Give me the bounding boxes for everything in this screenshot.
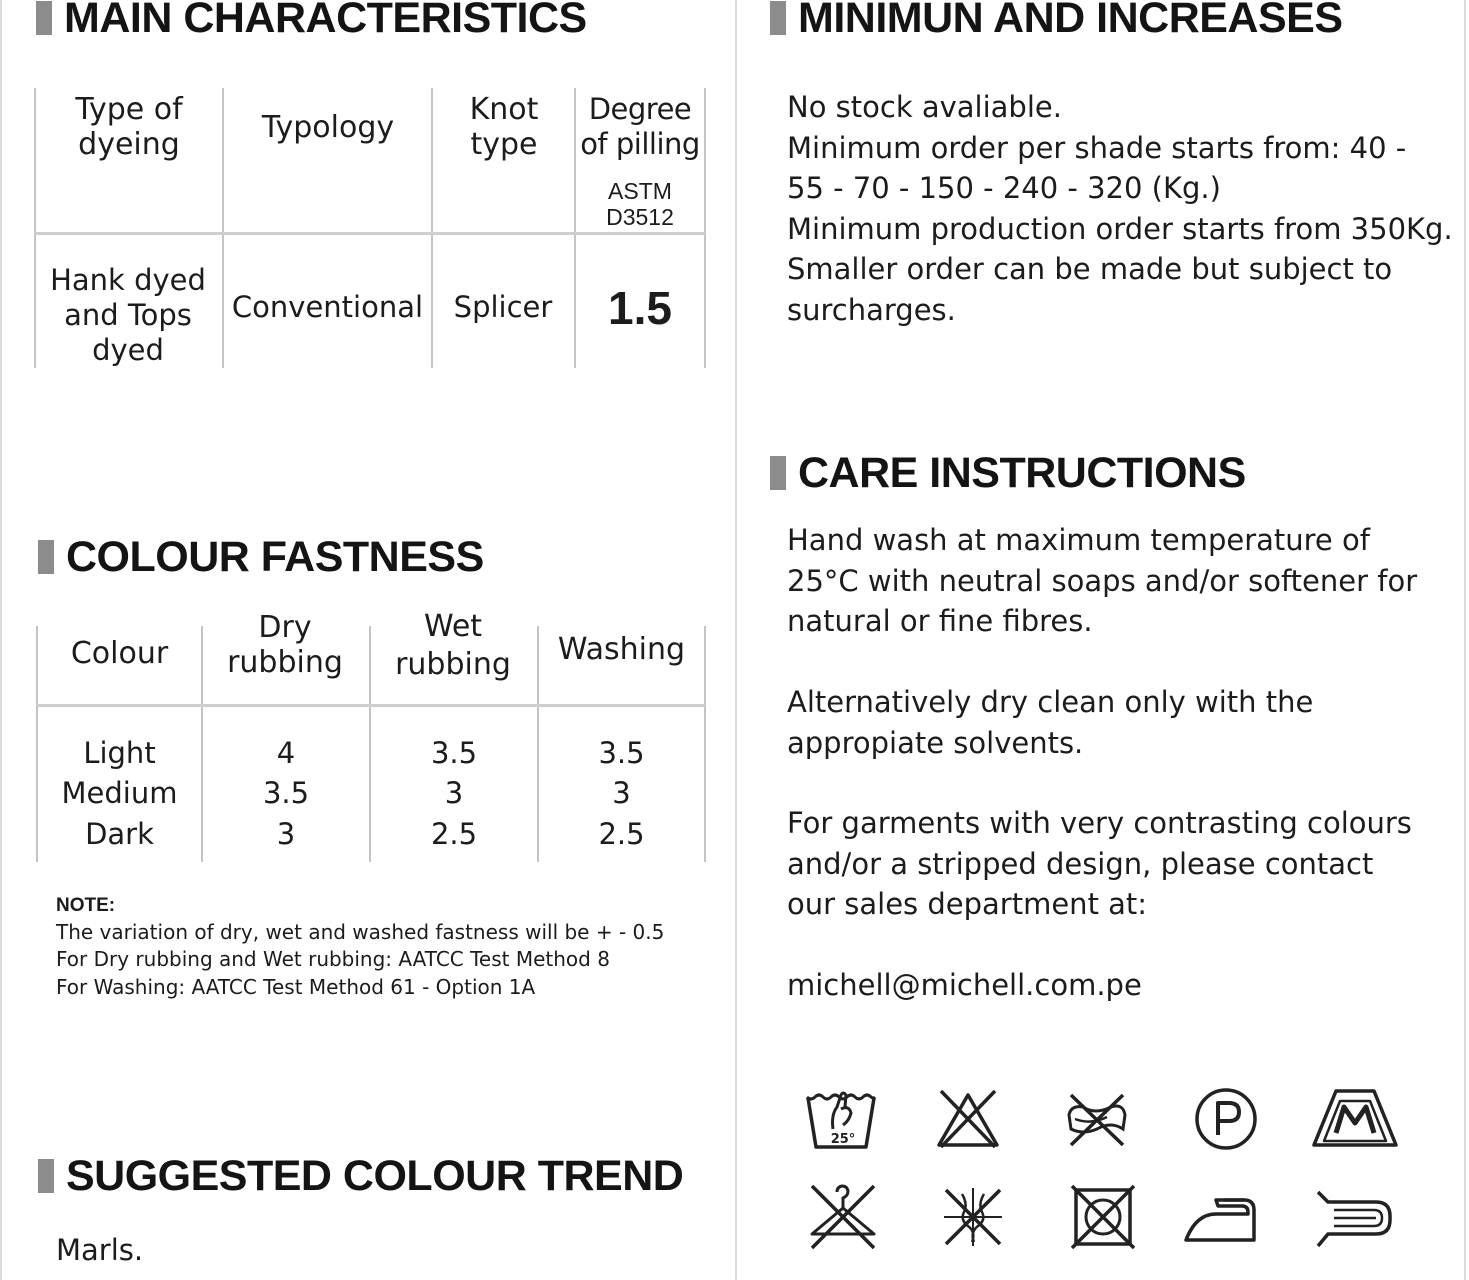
suggested-colour-trend-text: Marls. [56,1233,144,1267]
care-line: our sales department at: [787,887,1148,921]
care-line: Alternatively dry clean only with the [787,685,1314,719]
do-not-wring-icon [940,1184,1006,1250]
minimum-line: Minimum production order starts from 350Kg. [787,211,1453,246]
table-border [704,88,706,368]
fastness-cell: 3.5 [598,736,645,770]
fastness-cell: 2.5 [430,817,478,851]
fastness-row-medium: Medium [61,776,178,810]
suggested-colour-trend-title: SUGGESTED COLOUR TREND [66,1152,684,1200]
heading-marker [38,540,54,574]
fastness-cell: 3.5 [430,736,478,770]
care-instructions-heading [770,448,1246,498]
do-not-bleach-icon [935,1087,1001,1149]
fastness-cell: 3 [612,776,631,810]
iron-low-icon [1182,1192,1260,1246]
heading-marker [770,1,786,35]
fastness-row-dark: Dark [85,817,154,851]
table-border [35,232,705,235]
professional-wet-clean-icon [1310,1087,1400,1149]
heading-marker [770,456,786,490]
center-divider [735,0,737,1280]
colour-fastness-heading [38,532,484,582]
care-line: Hand wash at maximum temperature of [787,523,1370,557]
header-typology: Typology [261,110,395,145]
fastness-note-line: For Dry rubbing and Wet rubbing: AATCC Test Method 8 [56,947,610,971]
table-border [37,704,705,707]
minimum-line: Smaller order can be made but subject to [787,252,1393,286]
contact-email: michell@michell.com.pe [787,968,1142,1002]
heading-marker [38,1159,54,1193]
care-line: appropiate solvents. [787,725,1084,760]
care-line: natural or fine fibres. [787,604,1093,638]
fastness-note-line: The variation of dry, wet and washed fastness will be + - 0.5 [56,920,665,944]
main-characteristics-title: MAIN CHARACTERISTICS [64,0,587,42]
do-not-tumble-dry-icon [1061,1089,1133,1149]
header-wet-rubbing: Wet rubbing [395,609,511,682]
header-dry-rubbing: Dry rubbing [227,610,343,680]
heading-marker [36,1,52,35]
do-not-machine-dry-icon [1070,1184,1136,1250]
header-type-of-dyeing: Type of dyeing [75,92,183,162]
header-washing: Washing [557,632,686,667]
fastness-note-line: For Washing: AATCC Test Method 61 - Option 1A [56,975,536,999]
care-paragraph [787,520,1417,642]
header-colour: Colour [70,636,169,671]
suggested-colour-trend-heading [38,1151,683,1201]
dry-flat-icon [1312,1188,1394,1250]
table-border [34,88,36,368]
cell-typology: Conventional [231,290,424,324]
cell-knot-type: Splicer [453,290,553,324]
fastness-cell: 2.5 [598,817,645,851]
main-characteristics-heading [36,0,587,43]
table-border [704,626,706,862]
minimum-text [787,87,1453,330]
pilling-standard: ASTM D3512 [606,178,674,230]
fastness-note-label: NOTE: [56,895,116,916]
header-knot-type: Knot type [469,92,539,162]
cell-pilling-value: 1.5 [608,282,672,334]
minimum-line: surcharges. [787,292,956,327]
dry-clean-p-icon [1193,1086,1259,1152]
fastness-cell: 3 [444,776,464,810]
fastness-row-light: Light [83,736,156,770]
care-line: and/or a stripped design, please contact [787,846,1374,881]
table-border [431,88,433,368]
right-page-edge [1464,0,1466,1280]
table-border [222,88,224,368]
fastness-cell: 4 [276,736,296,770]
minimum-heading [770,0,1343,43]
minimum-title: MINIMUN AND INCREASES [798,0,1343,42]
fastness-cell: 3.5 [262,776,310,810]
care-paragraph [787,803,1412,925]
care-line: 25°C with neutral soaps and/or softener for [787,563,1418,598]
do-not-hang-dry-icon [806,1182,880,1252]
minimum-line: 55 - 70 - 150 - 240 - 320 (Kg.) [787,171,1221,205]
cell-type-of-dyeing: Hank dyed and Tops dyed [50,263,206,367]
care-line: For garments with very contrasting colours [787,806,1412,840]
care-paragraph [787,682,1313,763]
fastness-cell: 3 [276,817,296,851]
minimum-line: No stock avaliable. [787,90,1062,124]
minimum-line: Minimum order per shade starts from: 40 - [787,130,1407,165]
colour-fastness-title: COLOUR FASTNESS [66,533,484,581]
header-degree-of-pilling: Degree of pilling [580,92,700,161]
left-page-edge [0,0,2,1280]
care-instructions-title: CARE INSTRUCTIONS [798,449,1246,497]
wash-temp-label: 25° [830,1132,856,1147]
hand-wash-25-icon [803,1085,879,1151]
